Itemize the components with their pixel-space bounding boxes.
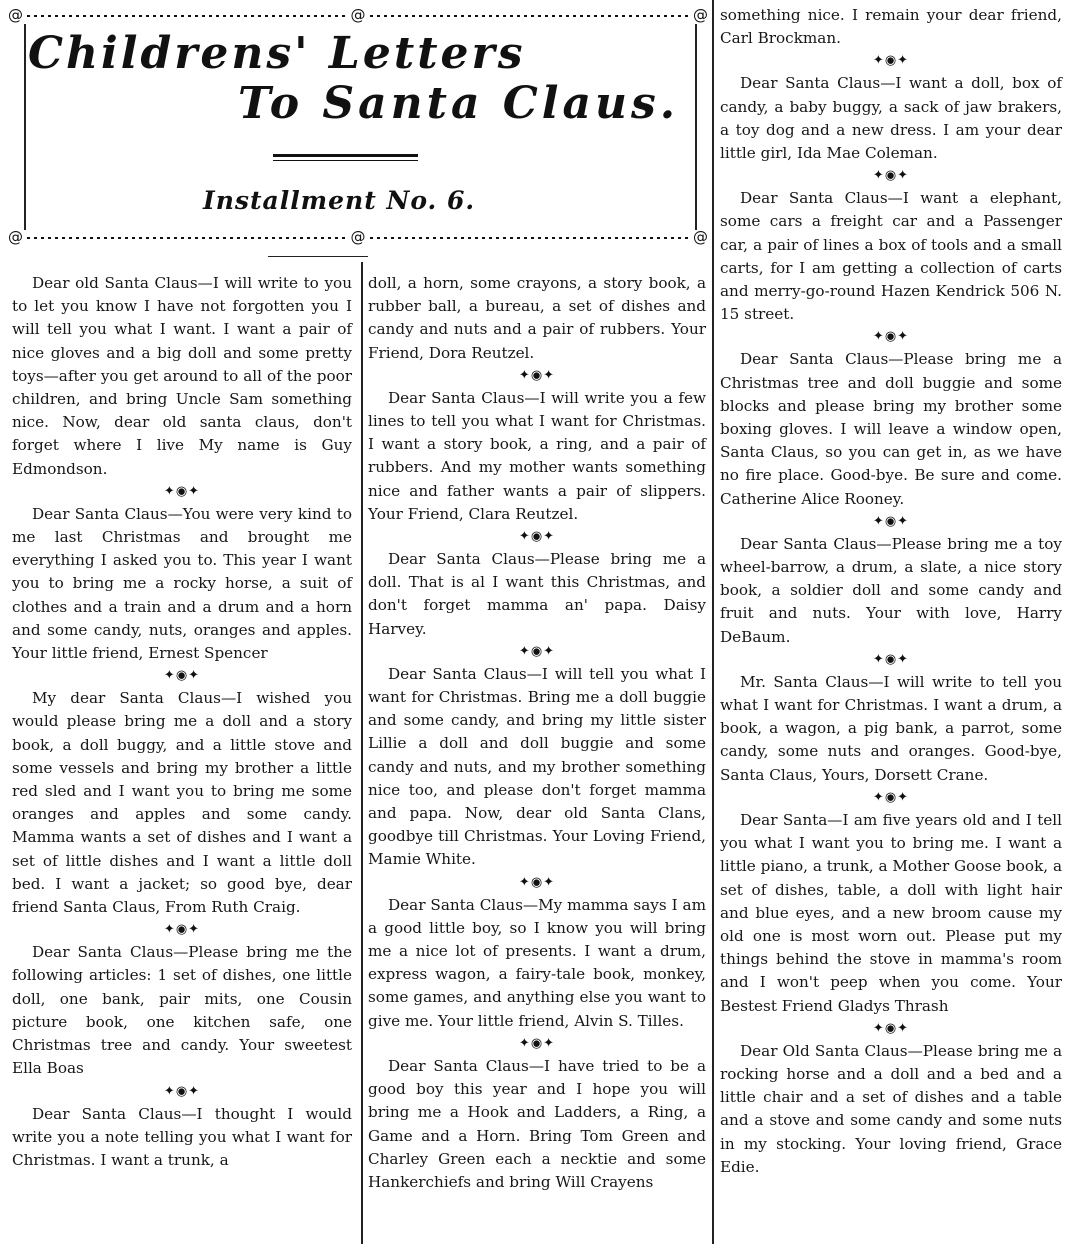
letter: Dear Santa Claus—Please bring me a Christmas tree and doll buggie and some blocks and please bring my brother some boxing gloves. I will leave a window open, Santa Claus, so you can get in, as we have no fire place. Good-bye. Be sure and come. Catherine Alice Rooney.: [720, 350, 1062, 508]
letter: My dear Santa Claus—I wished you would please bring me a doll and a story book, a doll buggy, and a little stove and some vessels and bring my brother a little red sled and I want you to bring me some oranges and apples and some candy. Mamma wants a set of dishes and I want a set of little dishes and I want a little doll bed. I want a jacket; so good bye, dear friend Santa Claus, From Ruth Craig.: [12, 689, 352, 917]
headline-line-1: Childrens' Letters: [28, 28, 526, 79]
scroll-curl-icon: @: [350, 228, 366, 246]
ornament-divider-icon: ✦◉✦: [518, 529, 556, 545]
column-rule: [361, 262, 363, 1244]
ornament-divider-icon: ✦◉✦: [518, 367, 556, 383]
scroll-border-top: [8, 4, 708, 26]
masthead-border-left: [24, 24, 26, 230]
letter: Dear Santa Claus—Please bring me a toy wheel-barrow, a drum, a slate, a nice story book, a soldier doll and some candy and fruit and nuts. Your with love, Harry DeBaum.: [720, 534, 1062, 646]
ornament-divider-icon: ✦◉✦: [872, 329, 910, 345]
ornament-divider-icon: ✦◉✦: [872, 789, 910, 805]
scroll-wave: [27, 10, 347, 20]
scroll-wave: [27, 232, 347, 242]
scroll-curl-icon: @: [8, 6, 23, 24]
scroll-wave: [370, 10, 690, 20]
ornament-divider-icon: ✦◉✦: [163, 668, 201, 684]
letter: Dear Santa Claus—I thought I would write you a note telling you what I want for Christmas. I want a trunk, a: [12, 1104, 352, 1169]
letter-continued: doll, a horn, some crayons, a story book, a rubber ball, a bureau, a set of dishes and candy and nuts and a pair of rubbers. Your Friend, Dora Reutzel.: [368, 274, 706, 362]
letter: Dear Old Santa Claus—Please bring me a rocking horse and a doll and a bed and a little chair and a set of dishes and a table and a stove and some candy and some nuts in my stocking. Your loving friend, Grace Edie.: [720, 1041, 1062, 1176]
scroll-border-bottom: [8, 226, 708, 248]
letter: Dear Santa Claus—I want a elephant, some cars a freight car and a Passenger car, a pair of lines a box of tools and a small carts, for I am getting a collection of carts and merry-go-round Hazen Kendrick 506 N. 15 street.: [720, 189, 1062, 324]
headline-divider: [273, 154, 418, 157]
ornament-divider-icon: ✦◉✦: [163, 1083, 201, 1099]
letter: Dear Santa Claus—I want a doll, box of candy, a baby buggy, a sack of jaw brakers, a toy dog and a new dress. I am your dear little girl, Ida Mae Coleman.: [720, 74, 1062, 163]
ornament-divider-icon: ✦◉✦: [872, 1020, 910, 1036]
ornament-divider-icon: ✦◉✦: [518, 874, 556, 890]
column-2: [368, 272, 706, 1194]
letter: Dear old Santa Claus—I will write to you to let you know I have not forgotten you I will tell you what I want. I want a pair of nice gloves and a big doll and some pretty toys—after you get around to all of the poor children, and bring Uncle Sam something nice. Now, dear old santa claus, don't forget where I live My name is Guy Edmondson.: [12, 274, 352, 478]
masthead-border-right: [695, 24, 697, 230]
masthead: [8, 4, 708, 248]
ornament-divider-icon: ✦◉✦: [518, 1035, 556, 1051]
headline-divider-thin: [273, 160, 418, 161]
column-3: [720, 4, 1062, 1179]
ornament-divider-icon: ✦◉✦: [518, 643, 556, 659]
letter: Dear Santa Claus—You were very kind to me last Christmas and brought me everything I asked you to. This year I want you to bring me a rocky horse, a suit of clothes and a train and a drum and a horn and some candy, nuts, oranges and apples. Your little friend, Ernest Spencer: [12, 504, 352, 663]
letter: Dear Santa Claus—I have tried to be a good boy this year and I hope you will bring me a Hook and Ladders, a Ring, a Game and a Horn. Bring Tom Green and Charley Green each a necktie and some Hankerchiefs and bring Will Crayens: [368, 1056, 706, 1191]
column-1: [12, 272, 352, 1172]
letter: Dear Santa Claus—I will write you a few lines to tell you what I want for Christmas. I want a story book, a ring, and a pair of rubbers. And my mother wants something nice and father wants a pair of slippers. Your Friend, Clara Reutzel.: [368, 388, 706, 523]
installment-subtitle: Installment No. 6.: [203, 186, 476, 215]
headline-line-2: To Santa Claus.: [238, 78, 680, 129]
scroll-curl-icon: @: [693, 6, 708, 24]
scroll-curl-icon: @: [8, 228, 23, 246]
letter: Dear Santa Claus—My mamma says I am a good little boy, so I know you will bring me a nice lot of presents. I want a drum, express wagon, a fairy-tale book, monkey, some games, and anything else you want to give me. Your little friend, Alvin S. Tilles.: [368, 895, 706, 1030]
ornament-divider-icon: ✦◉✦: [872, 513, 910, 529]
scroll-curl-icon: @: [693, 228, 708, 246]
ornament-divider-icon: ✦◉✦: [163, 922, 201, 938]
column-rule: [712, 0, 714, 1244]
letter: Mr. Santa Claus—I will write to tell you what I want for Christmas. I want a drum, a book, a wagon, a pig bank, a parrot, some candy, some nuts and oranges. Good-bye, Santa Claus, Yours, Dorsett Crane.: [720, 672, 1062, 784]
ornament-divider-icon: ✦◉✦: [872, 651, 910, 667]
letter-continued: something nice. I remain your dear friend, Carl Brockman.: [720, 6, 1062, 48]
scroll-wave: [370, 232, 690, 242]
ornament-divider-icon: ✦◉✦: [872, 168, 910, 184]
masthead-underline: [268, 256, 368, 257]
scroll-curl-icon: @: [350, 6, 366, 24]
ornament-divider-icon: ✦◉✦: [872, 53, 910, 69]
letter: Dear Santa Claus—I will tell you what I want for Christmas. Bring me a doll buggie and some candy, and bring my little sister Lillie a doll and doll buggie and some candy and nuts, and my brother something nice too, and please don't forget mamma and papa. Now, dear old Santa Clans, goodbye till Christmas. Your Loving Friend, Mamie White.: [368, 664, 706, 869]
ornament-divider-icon: ✦◉✦: [163, 483, 201, 499]
letter: Dear Santa—I am five years old and I tell you what I want you to bring me. I want a little piano, a trunk, a Mother Goose book, a set of dishes, table, a doll with light hair and blue eyes, and a new broom cause my old one is most worn out. Please put my things behind the stove in mamma's room and I won't peep when you come. Your Bestest Friend Gladys Thrash: [720, 810, 1062, 1015]
letter: Dear Santa Claus—Please bring me the following articles: 1 set of dishes, one little doll, one bank, pair mits, one Cousin picture book, one kitchen safe, one Christmas tree and candy. Your sweetest Ella Boas: [12, 943, 352, 1078]
letter: Dear Santa Claus—Please bring me a doll. That is al I want this Christmas, and don't forget mamma an' papa. Daisy Harvey.: [368, 550, 706, 638]
